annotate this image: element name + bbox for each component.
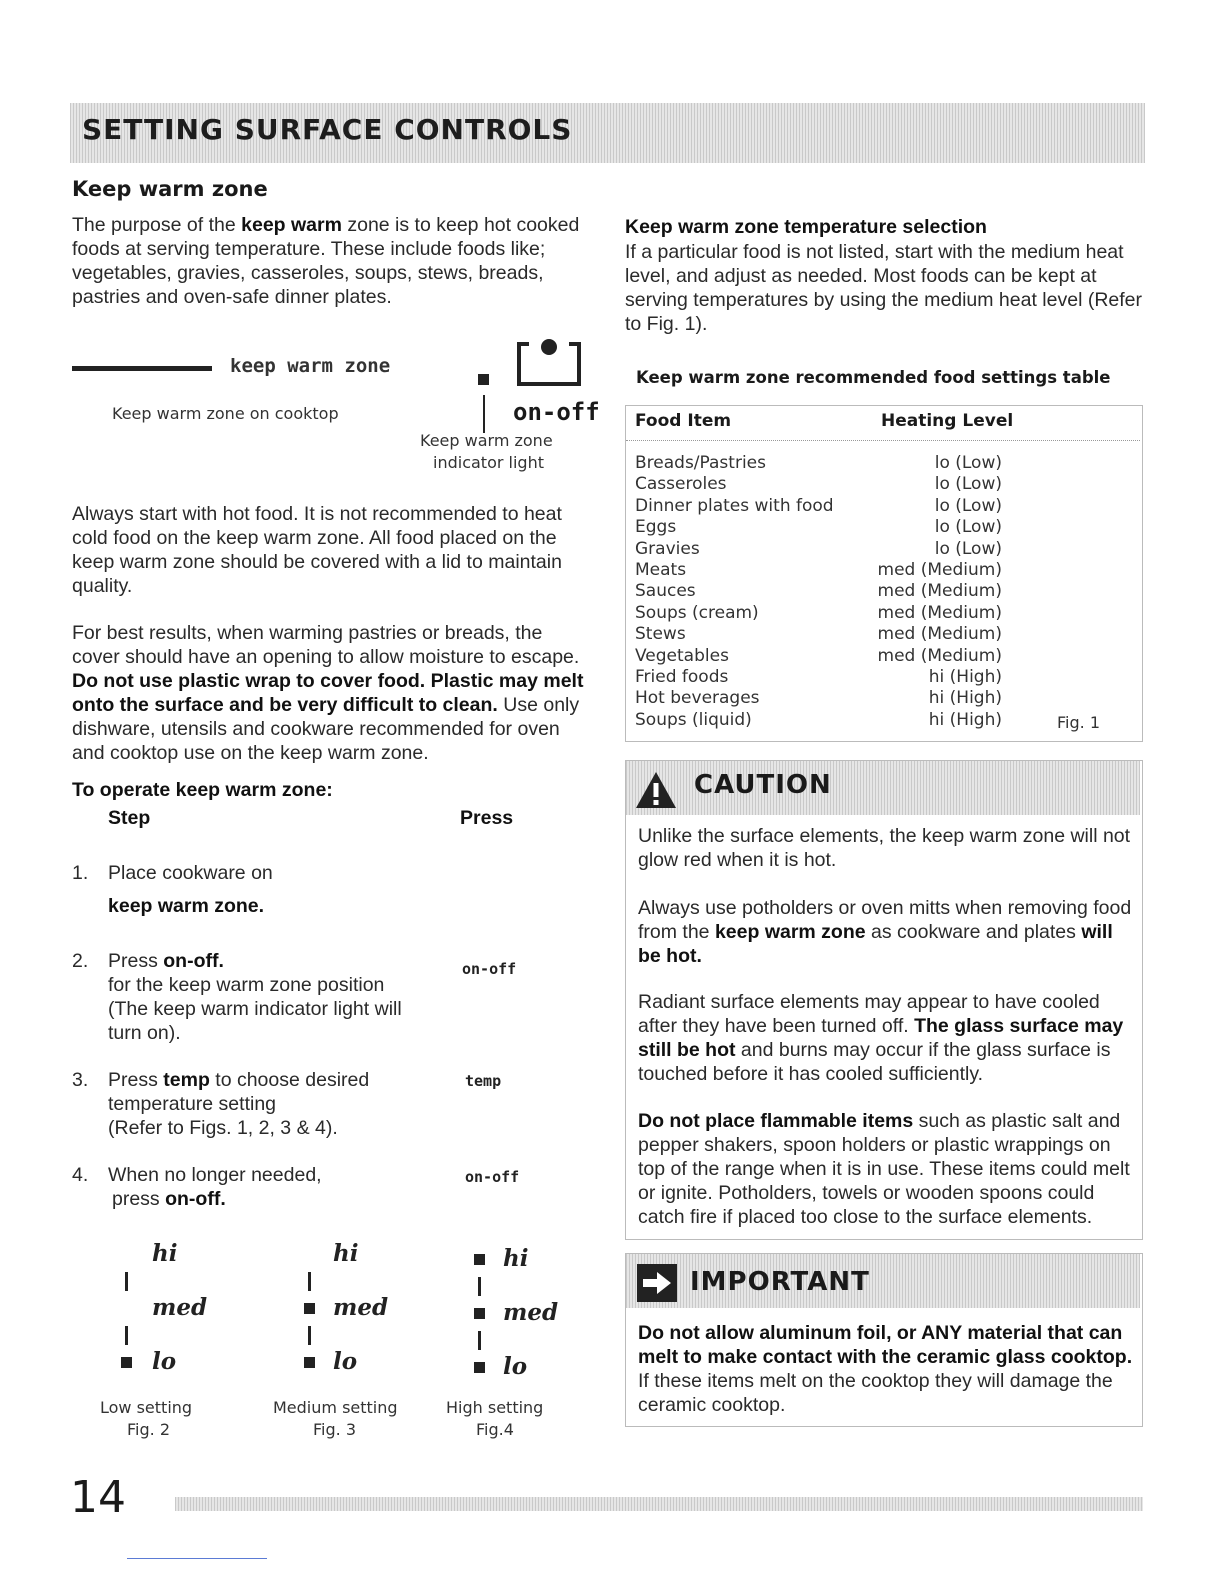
footer-bar xyxy=(175,1497,1143,1511)
level-med: med xyxy=(152,1294,208,1321)
table-cell-food: Dinner plates with food xyxy=(635,495,834,516)
temp-selection-heading: Keep warm zone temperature selection xyxy=(625,216,987,238)
level-lo: lo xyxy=(333,1348,358,1375)
intro-paragraph: The purpose of the keep warm zone is to keep hot cooked foods at serving temperature. These include foods like; vegetables, gravies, casseroles, soups, stews, breads, pastries and oven-safe dinner plates. xyxy=(72,214,580,308)
level-hi: hi xyxy=(333,1240,359,1267)
step-number: 2. xyxy=(72,950,89,972)
table-cell-level: lo (Low) xyxy=(934,517,1002,538)
level-lo: lo xyxy=(152,1348,177,1375)
caution-p3: Radiant surface elements may appear to have cooled after they have been turned off. The glass surface may still be hot and burns may occur if the glass surface is touched before it has cooled sufficiently. xyxy=(638,991,1124,1085)
cooktop-caption: Keep warm zone on cooktop xyxy=(112,404,339,423)
important-title: IMPORTANT xyxy=(690,1267,870,1297)
step3-press-temp: temp xyxy=(465,1072,502,1090)
fig4-caption: High setting xyxy=(446,1398,544,1417)
table-cell-level: hi (High) xyxy=(928,688,1002,709)
table-cell-level: lo (Low) xyxy=(934,453,1002,473)
step1-bold: keep warm zone. xyxy=(108,895,265,917)
caution-p1: Unlike the surface elements, the keep warm zone will not glow red when it is hot. xyxy=(638,825,1131,871)
level-med-active-light xyxy=(304,1303,315,1314)
table-cell-food: Soups (liquid) xyxy=(635,709,752,730)
table-title: Keep warm zone recommended food settings table xyxy=(636,368,1111,387)
hot-food-paragraph: Always start with hot food. It is not recommended to heat cold food on the keep warm zone. All food placed on the keep warm zone should be covered with a lid to maintain quality. xyxy=(72,503,562,597)
indicator-caption-line1: Keep warm zone xyxy=(420,431,553,450)
table-fig-label: Fig. 1 xyxy=(1057,713,1100,732)
table-cell-food: Breads/Pastries xyxy=(635,453,766,473)
table-cell-level: hi (High) xyxy=(928,667,1002,687)
level-med: med xyxy=(333,1294,389,1321)
table-cell-level: lo (Low) xyxy=(934,538,1002,559)
table-cell-level: hi (High) xyxy=(928,709,1002,730)
table-cell-food: Vegetables xyxy=(635,645,729,666)
table-cell-level: med (Medium) xyxy=(877,560,1002,580)
fig3-caption: Medium setting xyxy=(273,1398,398,1417)
indicator-caption-line2: indicator light xyxy=(433,453,544,472)
table-cell-level: med (Medium) xyxy=(877,624,1002,645)
caution-title: CAUTION xyxy=(694,770,832,800)
level-lo-active-light xyxy=(474,1362,485,1373)
section-title: SETTING SURFACE CONTROLS xyxy=(82,113,573,146)
keep-warm-symbol-icon xyxy=(515,338,583,388)
temp-selection-paragraph: If a particular food is not listed, start with the medium heat level, and adjust as needed. Most foods can be kept at serving temperatures by using the medium heat level (Refer to Fig. 1). xyxy=(625,241,1142,335)
step4-text-line2: press on-off. xyxy=(112,1188,226,1210)
step2-text: Press on-off. for the keep warm zone position (The keep warm indicator light will turn on). xyxy=(108,950,402,1044)
level-lo-active-light xyxy=(304,1357,315,1368)
table-cell-level: lo (Low) xyxy=(934,495,1002,516)
table-header-food: Food Item xyxy=(635,411,732,431)
level-divider xyxy=(478,1331,481,1350)
table-cell-food: Meats xyxy=(635,560,687,580)
operate-heading: To operate keep warm zone: xyxy=(72,779,333,801)
table-cell-food: Sauces xyxy=(635,581,696,602)
table-cell-food: Hot beverages xyxy=(635,688,760,709)
level-lo: lo xyxy=(503,1353,528,1380)
level-hi-active-light xyxy=(474,1254,485,1265)
fig3-label: Fig. 3 xyxy=(313,1420,356,1439)
table-cell-food: Fried foods xyxy=(635,667,729,687)
step-number: 4. xyxy=(72,1164,89,1186)
caution-p4: Do not place flammable items such as plastic salt and pepper shakers, spoon holders or plastic wrappings on top of the range when it is in use. These items could melt or ignite. Potholders, towels or wooden spoons could catch fire if placed too close to the surface elements. xyxy=(638,1110,1130,1228)
caution-p2: Always use potholders or oven mitts when removing food from the keep warm zone as cookware and plates will be hot. xyxy=(638,897,1132,967)
fig2-caption: Low setting xyxy=(100,1398,193,1417)
zone-indicator-line xyxy=(72,366,212,371)
keep-warm-zone-label: keep warm zone xyxy=(230,355,391,377)
footer-rule xyxy=(127,1558,267,1559)
onoff-diagram-label: on-off xyxy=(513,398,600,426)
level-med: med xyxy=(503,1299,559,1326)
best-results-paragraph: For best results, when warming pastries or breads, the cover should have an opening to allow moisture to escape. Do not use plastic wrap to cover food. Plastic may melt onto the surface and be very difficult to clean. Use only dishware, utensils and cookware recommended for oven and cooktop use on the keep warm zone. xyxy=(72,622,584,764)
level-hi: hi xyxy=(503,1245,529,1272)
step4-press-onoff: on-off xyxy=(465,1168,520,1186)
arrow-right-icon xyxy=(637,1264,677,1302)
page-number: 14 xyxy=(70,1472,126,1523)
table-cell-food: Soups (cream) xyxy=(635,602,759,623)
table-cell-food: Stews xyxy=(635,624,686,645)
keep-warm-heading: Keep warm zone xyxy=(72,177,268,201)
press-column-header: Press xyxy=(460,807,514,829)
step4-text: When no longer needed, xyxy=(108,1164,322,1186)
step1-text: Place cookware on xyxy=(108,862,273,884)
indicator-pointer-line xyxy=(483,395,485,433)
step3-text: Press temp to choose desired temperature setting (Refer to Figs. 1, 2, 3 & 4). xyxy=(108,1069,370,1139)
table-cell-food: Gravies xyxy=(635,538,700,559)
level-divider xyxy=(125,1272,128,1291)
warning-triangle-icon xyxy=(634,770,678,810)
level-divider xyxy=(308,1272,311,1291)
important-text: Do not allow aluminum foil, or ANY material that can melt to make contact with the ceramic glass cooktop. If these items melt on the cooktop they will damage the ceramic cooktop. xyxy=(638,1322,1133,1416)
table-cell-level: med (Medium) xyxy=(877,645,1002,666)
step-number: 1. xyxy=(72,862,89,884)
level-divider xyxy=(125,1326,128,1345)
table-cell-food: Casseroles xyxy=(635,474,727,495)
level-hi: hi xyxy=(152,1240,178,1267)
level-divider xyxy=(308,1326,311,1345)
table-cell-level: med (Medium) xyxy=(877,602,1002,623)
step-column-header: Step xyxy=(108,807,151,829)
level-lo-active-light xyxy=(121,1357,132,1368)
table-cell-level: lo (Low) xyxy=(934,474,1002,495)
table-cell-level: med (Medium) xyxy=(877,581,1002,602)
table-cell-food: Eggs xyxy=(635,517,677,538)
indicator-light-icon xyxy=(478,374,489,385)
fig2-label: Fig. 2 xyxy=(127,1420,170,1439)
step-number: 3. xyxy=(72,1069,89,1091)
step2-press-onoff: on-off xyxy=(462,960,517,978)
level-med-active-light xyxy=(474,1308,485,1319)
fig4-label: Fig.4 xyxy=(476,1420,514,1439)
table-header-level: Heating Level xyxy=(881,411,1014,431)
level-divider xyxy=(478,1277,481,1296)
